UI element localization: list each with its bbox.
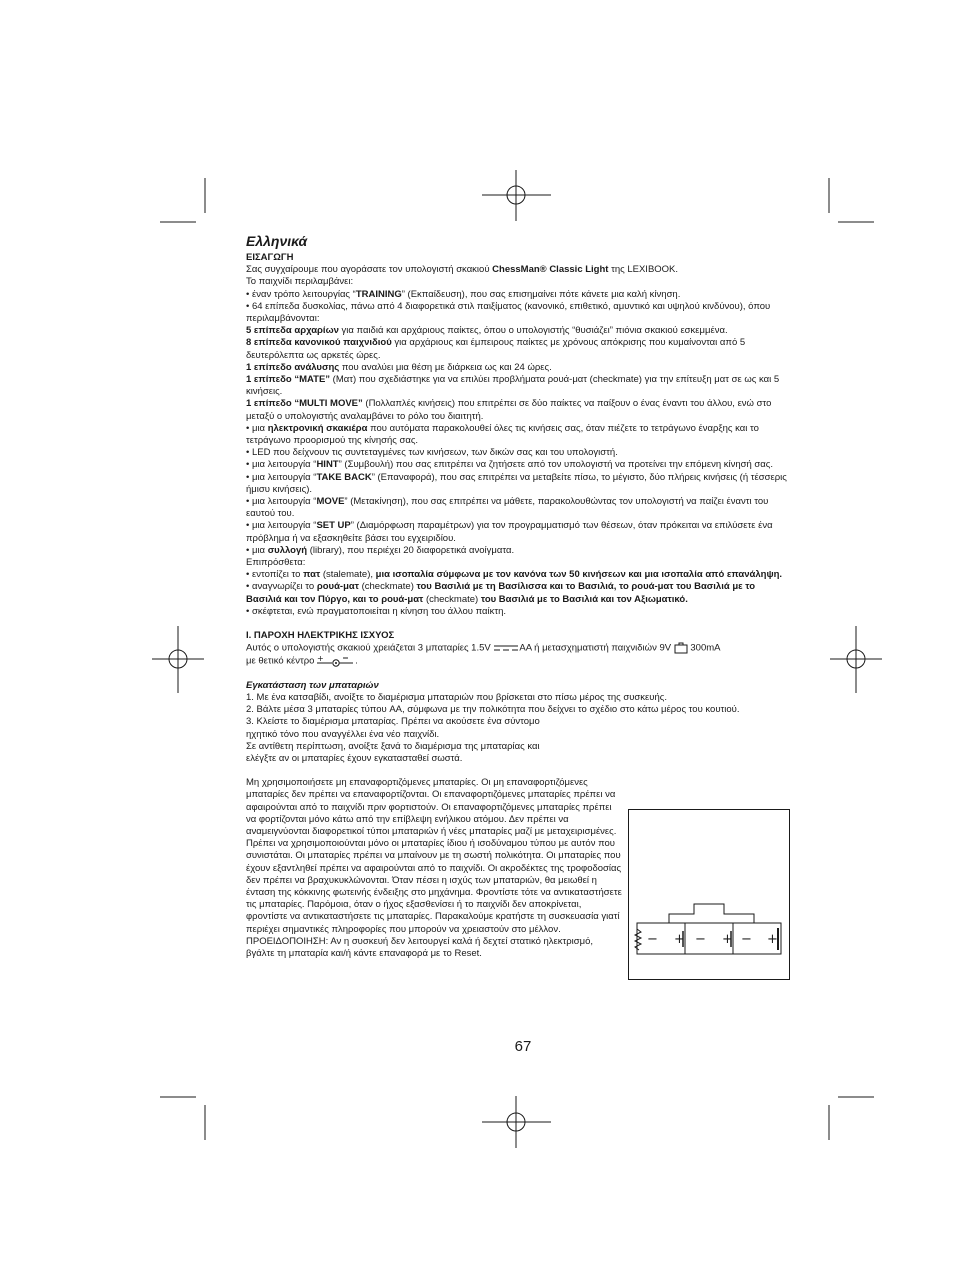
intro-congrats: Σας συγχαίρουμε που αγοράσατε τον υπολογιστή σκακιού ChessMan® Classic Light της LEXIBOOK. (246, 264, 679, 276)
cell-3-minus: − (741, 932, 752, 947)
cell-2-minus: − (695, 932, 706, 947)
feature-checkmate: • αναγνωρίζει το ρουά-ματ (checkmate) του Βασιλιά με τη Βασίλισσα και το Βασιλιά, το ρουά-ματ του Βασιλιά με το Βασιλιά και τον Πύργο, και το ρουά-ματ (checkmate) του Βασιλιά με το Βασιλιά και τον Αξιωματικό. (246, 581, 756, 605)
feature-set-up: • μια λειτουργία “SET UP” (Διαμόρφωση παραμέτρων) για τον προγραμματισμό των θέσεων, όταν πρόκειται να επιλύσετε ένα πρόβλημα ή να εξασκηθείτε βάσει του εγχειριδίου. (246, 520, 773, 544)
feature-led: • LED που δείχνουν τις συντεταγμένες των κινήσεων, των δικών σας και του υπολογιστή. (246, 447, 618, 459)
install-step-3: 3. Κλείστε το διαμέρισμα μπαταρίας. Πρέπει να ακούσετε ένα σύντομο ηχητικό τόνο που αναγγέλλει ένα νέο παιχνίδι. (246, 716, 540, 740)
feature-move: • μια λειτουργία “MOVE” (Μετακίνηση), που σας επιτρέπει να μάθετε, παρακολουθώντας τον υπολογιστή να παίζει έναντι του εαυτού του. (246, 496, 769, 520)
feature-beginner: 5 επίπεδα αρχαρίων για παιδιά και αρχάριους παίκτες, όπου ο υπολογιστής “θυσιάζει” πιόνια σκακιού εσκεμμένα. (246, 325, 728, 337)
cell-3-plus: + (767, 932, 778, 947)
power-line-2: με θετικό κέντρο + . (246, 655, 358, 667)
intro-contains: Το παιχνίδι περιλαμβάνει: (246, 276, 354, 288)
feature-levels: • 64 επίπεδα δυσκολίας, πάνω από 4 διαφορετικά στιλ παιξίματος (κανονικό, επιθετικό, αμυντικό και υψηλού κινδύνου), όπου περιλαμβάνονται: (246, 300, 771, 325)
registration-mark-left (152, 626, 204, 693)
power-heading: I. ΠΑΡΟΧΗ ΗΛΕΚΤΡΙΚΗΣ ΙΣΧΥΟΣ (246, 630, 395, 642)
feature-mate: 1 επίπεδο “MATE” (Ματ) που σχεδιάστηκε για να επιλύει προβλήματα ρουά-ματ (checkmate) για την επίτευξη ματ σε ως και 5 κινήσεις. (246, 374, 780, 398)
install-step-2: 2. Βάλτε μέσα 3 μπαταρίες τύπου AA, σύμφωνα με την πολικότητα που δείχνει το σχέδιο στο κάτω μέρος του κουτιού. (246, 704, 740, 716)
adaptor-icon (674, 642, 688, 654)
feature-stalemate: • εντοπίζει το πατ (stalemate), μια ισοπαλία σύμφωνα με τον κανόνα των 50 κινήσεων και μια ισοπαλία από επανάληψη. (246, 569, 783, 581)
battery-compartment-drawing (629, 810, 789, 979)
registration-mark-bottom (482, 1096, 551, 1148)
install-heading: Εγκατάσταση των μπαταριών (246, 679, 379, 691)
svg-text:+: + (317, 655, 324, 664)
feature-multi-move: 1 επίπεδο “MULTI MOVE” (Πολλαπλές κινήσεις) που επιτρέπει σε δύο παίκτες να παίξουν ο ένας έναντι του άλλου, ενώ στο μεταξύ ο υπολογιστής αναλαμβάνει το ρόλο του διαιτητή. (246, 398, 772, 422)
battery-diagram (628, 809, 790, 980)
feature-board: • μια ηλεκτρονική σκακιέρα που αυτόματα παρακολουθεί όλες τις κινήσεις σας, όταν πιέζετε το τετράγωνο έναρξης και το τετράγωνο προορισμού της κίνησής σας. (246, 422, 759, 447)
install-step-1: 1. Με ένα κατσαβίδι, ανοίξτε το διαμέρισμα μπαταριών που βρίσκεται στο πίσω μέρος της συσκευής. (246, 691, 667, 703)
cell-2-plus: + (722, 932, 733, 947)
page-number: 67 (514, 1038, 532, 1055)
power-line-1: Αυτός ο υπολογιστής σκακιού χρειάζεται 3 μπαταρίες 1.5V AA ή μετασχηματιστή παιχνιδιών 9V 300mA (246, 642, 721, 654)
feature-analysis: 1 επίπεδο ανάλυσης που αναλύει μια θέση με διάρκεια ως και 24 ώρες. (246, 361, 552, 373)
cell-1-minus: − (647, 932, 658, 947)
language-title: Ελληνικά (246, 233, 308, 249)
install-otherwise: Σε αντίθετη περίπτωση, ανοίξτε ξανά το διαμέρισμα της μπαταρίας και ελέγξτε αν οι μπαταρίες έχουν εγκατασταθεί σωστά. (246, 740, 540, 764)
battery-warning: Μη χρησιμοποιήσετε μη επαναφορτιζόμενες μπαταρίες. Οι μη επαναφορτιζόμενες μπαταρίες δεν πρέπει να επαναφορτίζονται. Οι επαναφορτιζόμενες μπαταρίες πρέπει να αφαιρούνται από το παιχνίδι πριν φορτιστούν. Οι επαναφορτιζόμενες μπαταρίες πρέπει να φορτίζονται μόνο κάτω από την επίβλεψη ενήλικου ατόμου. Δεν πρέπει να αναμειγνύονται διαφορετικοί τύποι μπαταριών ή νέες μπαταρίες μαζί με μεταχειρισμένες. Πρέπει να χρησιμοποιούνται μόνο οι μπαταρίες ίδιου ή ισοδύναμου τύπου με αυτόν που συνιστάται. Οι μπαταρίες πρέπει να μπαίνουν με τη σωστή πολικότητα. Οι μπαταρίες που έχουν εξαντληθεί πρέπει να αφαιρούνται από το παιχνίδι. Οι ακροδέκτες της τροφοδοσίας δεν πρέπει να βραχυκυκλώνονται. Όταν πέσει η ισχύς των μπαταριών, θα μειωθεί η ένταση της κόκκινης φωτεινής ένδειξης στο μηχάνημα. Φροντίστε τότε να αντικαταστήσετε τις μπαταρίες. Παρόμοια, όταν ο ήχος εξασθενίσει ή το παιχνίδι δεν αποκρίνεται, φροντίστε να αντικαταστήσετε τις μπαταρίες. Παρακαλούμε κρατήστε τη συσκευασία γιατί περιέχει σημαντικές πληροφορίες που μπορούν να χρειαστούν στο μέλλον. ΠΡΟΕΙΔΟΠΟΙΗΣΗ: Αν η συσκευή δεν λειτουργεί καλά ή δεχτεί στατικό ηλεκτρισμό, βγάλτε τη μπαταρία και/ή κάντε επαναφορά με το Reset. (246, 777, 622, 959)
feature-training: • έναν τρόπο λειτουργίας “TRAINING” (Εκπαίδευση), που σας επισημαίνει πότε κάνετε μια καλή κίνηση. (246, 288, 681, 300)
feature-also: Επιπρόσθετα: (246, 557, 306, 569)
registration-mark-top (482, 170, 551, 221)
feature-normal: 8 επίπεδα κανονικού παιχνιδιού για αρχάριους και έμπειρους παίκτες με χρόνους απόκρισης που κυμαίνονται από 5 δευτερόλεπτα ως αρκετές ώρες. (246, 337, 746, 361)
feature-hint: • μια λειτουργία “HINT” (Συμβουλή) που σας επιτρέπει να ζητήσετε από τον υπολογιστή να προτείνει την επόμενη κίνησή σας. (246, 459, 774, 471)
dc-symbol-icon (493, 644, 519, 652)
cell-1-plus: + (674, 932, 685, 947)
feature-library: • μια συλλογή (library), που περιέχει 20 διαφορετικά ανοίγματα. (246, 544, 515, 556)
feature-take-back: • μια λειτουργία “TAKE BACK” (Επαναφορά), που σας επιτρέπει να μεταβείτε πίσω, το μέγιστο, δύο πλήρεις κινήσεις (ή τέσσερις ήμισυ κινήσεις). (246, 471, 787, 495)
registration-mark-right (830, 626, 882, 693)
intro-heading: ΕΙΣΑΓΩΓΗ (246, 252, 294, 263)
center-positive-icon (317, 655, 355, 667)
feature-thinks: • σκέφτεται, ενώ πραγματοποιείται η κίνηση του άλλου παίκτη. (246, 605, 507, 617)
